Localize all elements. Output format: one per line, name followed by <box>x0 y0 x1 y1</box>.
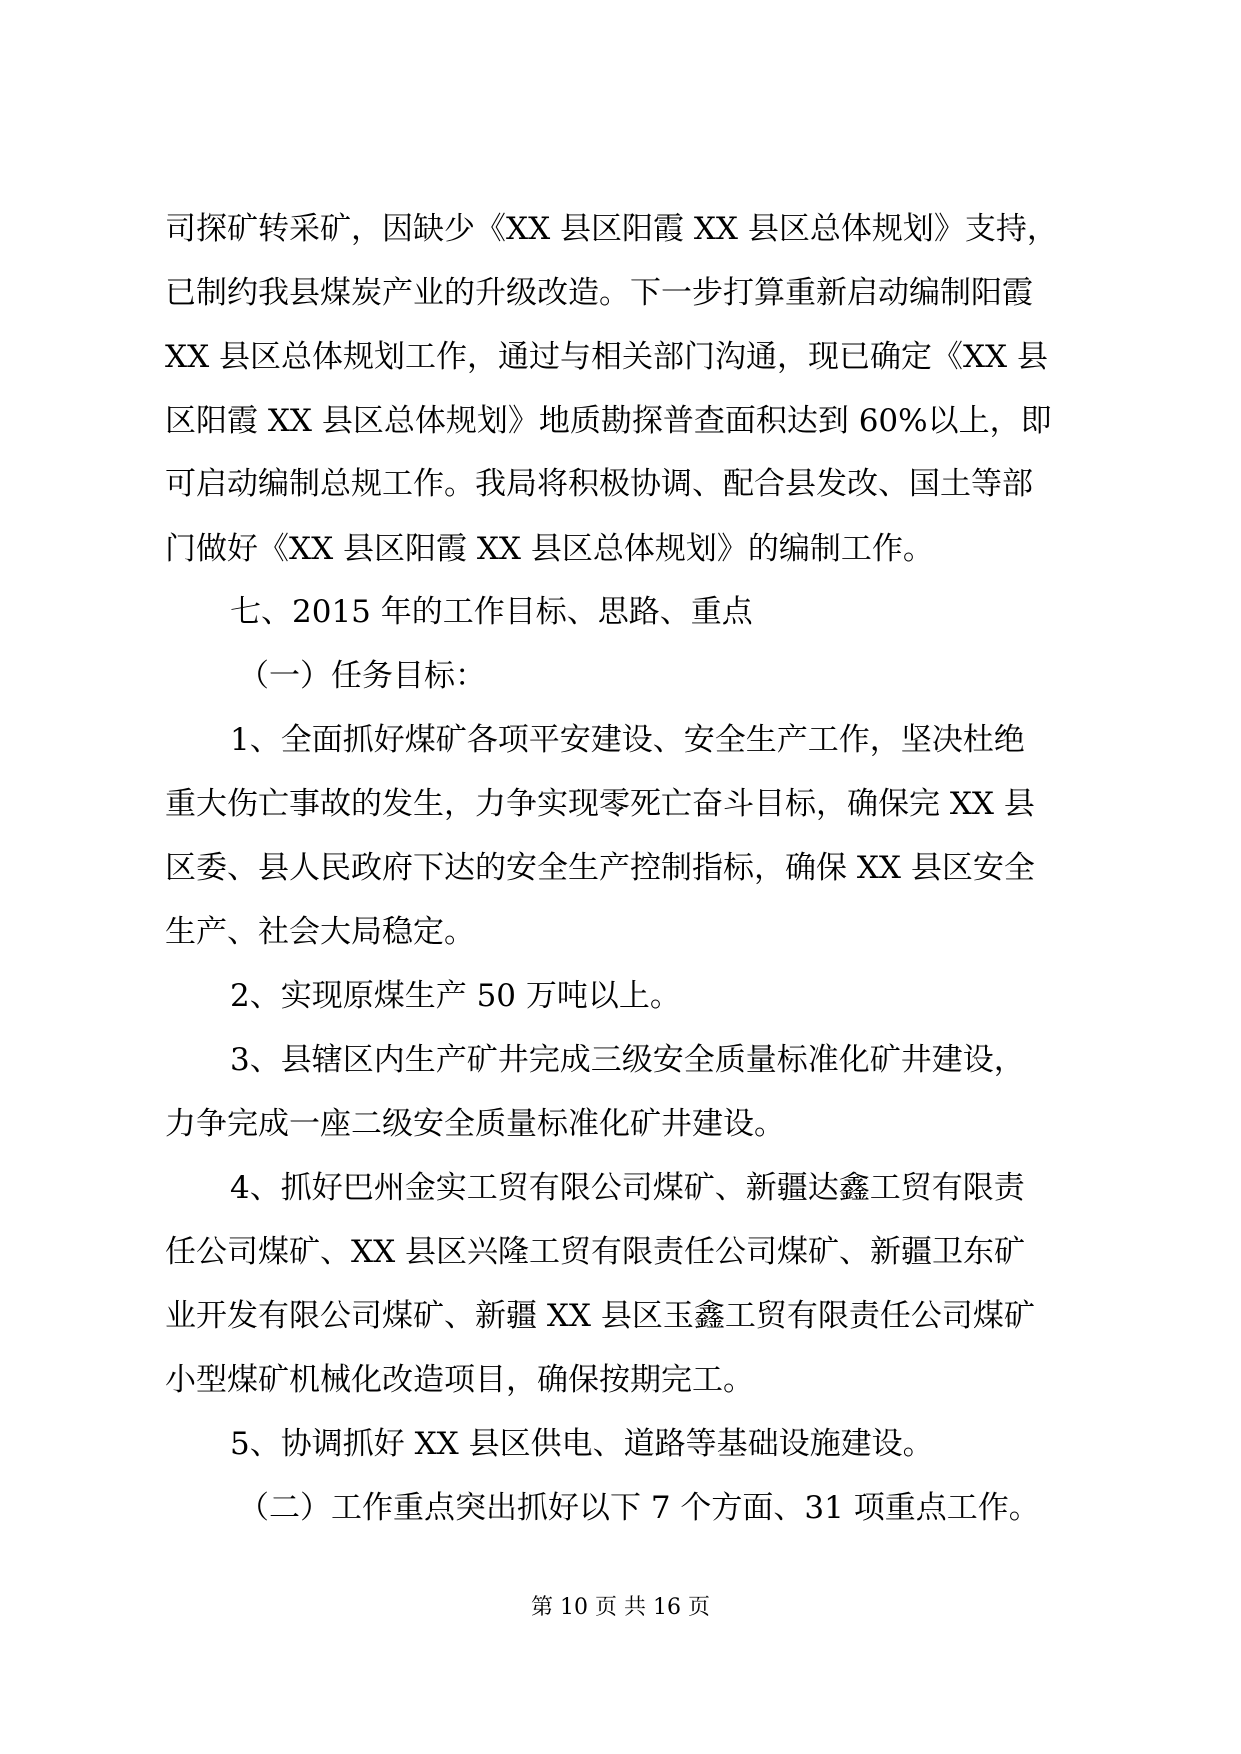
body-line-item1-c: 区委、县人民政府下达的安全生产控制指标，确保 XX 县区安全 <box>165 850 1035 886</box>
body-line-item1-d: 生产、社会大局稳定。 <box>165 914 475 950</box>
body-line-item4-c: 业开发有限公司煤矿、新疆 XX 县区玉鑫工贸有限责任公司煤矿 <box>165 1298 1035 1334</box>
body-line-5: 可启动编制总规工作。我局将积极协调、配合县发改、国土等部 <box>165 466 1033 502</box>
body-line-4: 区阳霞 XX 县区总体规划》地质勘探普查面积达到 60%以上，即 <box>165 403 1052 439</box>
body-line-item4-d: 小型煤矿机械化改造项目，确保按期完工。 <box>165 1362 754 1398</box>
body-line-item3-a: 3、县辖区内生产矿井完成三级安全质量标准化矿井建设， <box>230 1042 1025 1078</box>
body-line-item4-a: 4、抓好巴州金实工贸有限公司煤矿、新疆达鑫工贸有限责 <box>230 1170 1025 1206</box>
body-line-item2: 2、实现原煤生产 50 万吨以上。 <box>230 978 681 1014</box>
body-line-item3-b: 力争完成一座二级安全质量标准化矿井建设。 <box>165 1106 785 1142</box>
body-line-item1-b: 重大伤亡事故的发生，力争实现零死亡奋斗目标，确保完 XX 县 <box>165 786 1035 822</box>
body-line-6: 门做好《XX 县区阳霞 XX 县区总体规划》的编制工作。 <box>165 531 934 567</box>
page-number-footer: 第 10 页 共 16 页 <box>531 1595 710 1620</box>
body-line-2: 已制约我县煤炭产业的升级改造。下一步打算重新启动编制阳霞 <box>165 275 1033 311</box>
subsection-heading-1: （一）任务目标： <box>238 658 486 694</box>
subsection-heading-2: （二）工作重点突出抓好以下 7 个方面、31 项重点工作。 <box>238 1490 1040 1526</box>
body-line-item1-a: 1、全面抓好煤矿各项平安建设、安全生产工作，坚决杜绝 <box>230 722 1025 758</box>
body-line-item4-b: 任公司煤矿、XX 县区兴隆工贸有限责任公司煤矿、新疆卫东矿 <box>165 1234 1025 1270</box>
body-line-3: XX 县区总体规划工作，通过与相关部门沟通，现已确定《XX 县 <box>165 339 1048 375</box>
section-heading-7: 七、2015 年的工作目标、思路、重点 <box>230 594 753 630</box>
body-line-1: 司探矿转采矿，因缺少《XX 县区阳霞 XX 县区总体规划》支持， <box>165 211 1058 247</box>
body-line-item5: 5、协调抓好 XX 县区供电、道路等基础设施建设。 <box>230 1426 934 1462</box>
